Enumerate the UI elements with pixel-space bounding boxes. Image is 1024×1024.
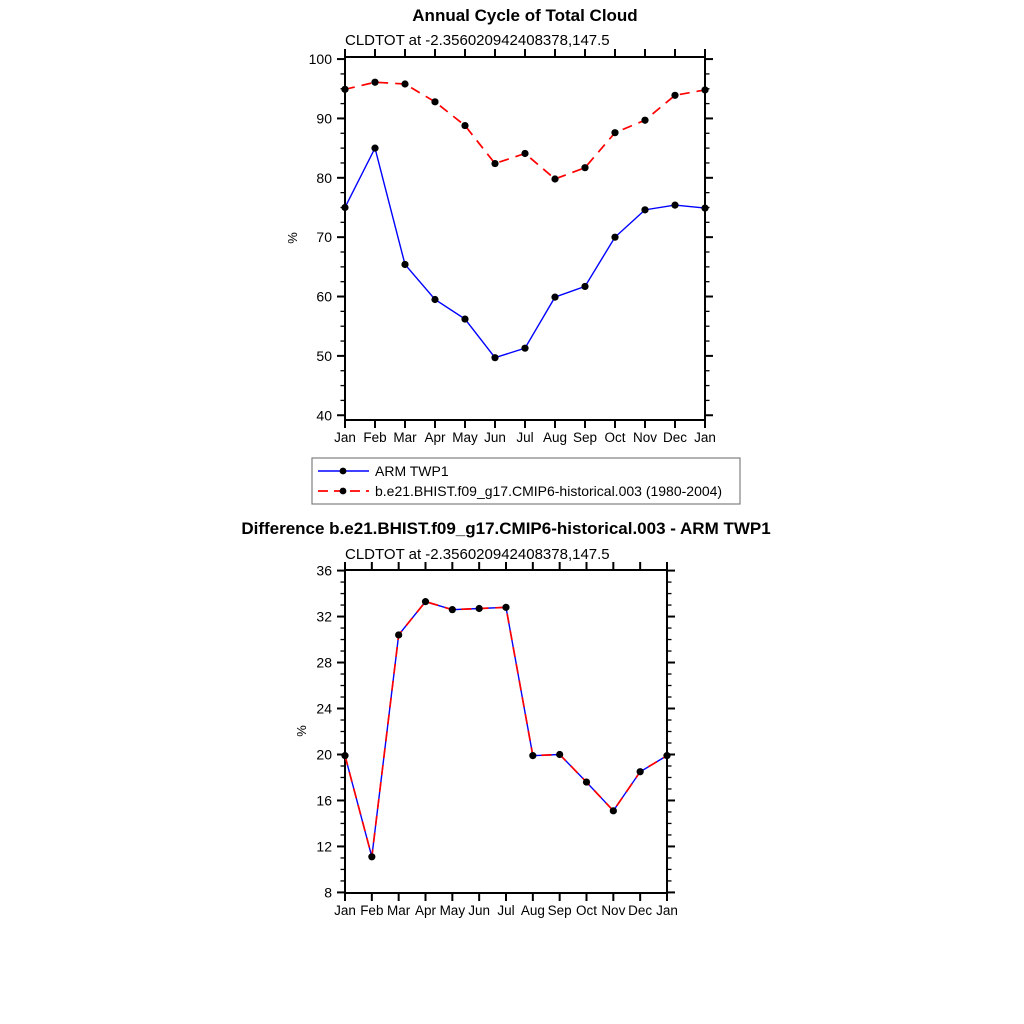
x-tick-label: Jan <box>334 903 356 918</box>
y-tick-label: 20 <box>316 746 332 763</box>
y-tick-label: 8 <box>324 884 332 901</box>
series-overlay-line <box>345 602 667 857</box>
data-point-marker <box>611 234 618 241</box>
chart2-plot-area <box>316 562 677 918</box>
data-point-marker <box>701 86 708 93</box>
data-point-marker <box>371 79 378 86</box>
data-point-marker <box>449 606 456 613</box>
data-point-marker <box>491 354 498 361</box>
data-point-marker <box>581 164 588 171</box>
x-tick-label: Feb <box>360 903 384 918</box>
y-tick-label: 24 <box>316 700 332 717</box>
x-tick-label: Jun <box>468 903 491 918</box>
x-tick-label: Jan <box>656 903 678 918</box>
x-tick-label: Mar <box>393 430 417 445</box>
data-point-marker <box>371 145 378 152</box>
series-line <box>345 148 705 358</box>
data-point-marker <box>461 315 468 322</box>
y-tick-label: 32 <box>316 608 332 625</box>
y-tick-label: 60 <box>316 288 332 305</box>
chart1-plot-area <box>309 49 716 445</box>
legend <box>312 458 740 504</box>
data-point-marker <box>521 150 528 157</box>
legend-marker-icon <box>340 468 347 475</box>
y-tick-label: 12 <box>316 838 332 855</box>
data-point-marker <box>610 807 617 814</box>
data-point-marker <box>502 604 509 611</box>
data-point-marker <box>491 160 498 167</box>
data-point-marker <box>476 605 483 612</box>
x-tick-label: Dec <box>662 430 688 445</box>
x-tick-label: Aug <box>520 903 545 918</box>
plot-frame <box>345 570 667 893</box>
x-tick-label: Apr <box>414 903 437 918</box>
x-tick-label: Nov <box>601 903 626 918</box>
y-tick-label: 80 <box>316 169 332 186</box>
data-point-marker <box>395 631 402 638</box>
data-point-marker <box>529 752 536 759</box>
x-tick-label: Aug <box>542 430 568 445</box>
chart1-y-axis-label: % <box>285 232 300 244</box>
x-tick-label: Sep <box>547 903 572 918</box>
y-tick-label: 36 <box>316 562 332 579</box>
data-point-marker <box>641 117 648 124</box>
data-point-marker <box>401 261 408 268</box>
data-point-marker <box>581 283 588 290</box>
chart2-title: Difference b.e21.BHIST.f09_g17.CMIP6-historical.003 - ARM TWP1 <box>241 519 771 538</box>
data-point-marker <box>663 752 670 759</box>
x-tick-label: Jul <box>497 903 515 918</box>
chart2-y-axis-label: % <box>294 725 309 737</box>
y-tick-label: 40 <box>316 407 332 424</box>
y-tick-label: 28 <box>316 654 332 671</box>
y-tick-label: 50 <box>316 347 332 364</box>
x-tick-label: Jun <box>484 430 506 445</box>
x-tick-label: Jan <box>694 430 716 445</box>
data-point-marker <box>341 752 348 759</box>
x-tick-label: Oct <box>604 430 626 445</box>
y-tick-label: 70 <box>316 229 332 246</box>
chart2-subtitle: CLDTOT at -2.356020942408378,147.5 <box>345 546 610 563</box>
chart1-title: Annual Cycle of Total Cloud <box>412 6 638 25</box>
x-tick-label: Apr <box>424 430 446 445</box>
y-tick-label: 90 <box>316 110 332 127</box>
data-point-marker <box>671 92 678 99</box>
y-tick-label: 100 <box>308 51 332 68</box>
data-point-marker <box>556 751 563 758</box>
legend-marker-icon <box>340 488 347 495</box>
x-tick-label: Feb <box>363 430 387 445</box>
data-point-marker <box>341 204 348 211</box>
x-tick-label: Mar <box>387 903 411 918</box>
data-point-marker <box>641 206 648 213</box>
data-point-marker <box>551 175 558 182</box>
x-tick-label: Sep <box>572 430 598 445</box>
data-point-marker <box>401 80 408 87</box>
x-tick-label: May <box>439 903 466 918</box>
series-line <box>345 602 667 857</box>
chart1-subtitle: CLDTOT at -2.356020942408378,147.5 <box>345 32 610 49</box>
legend-label-arm-twp1: ARM TWP1 <box>375 463 449 479</box>
x-tick-label: Oct <box>575 903 598 918</box>
data-point-marker <box>701 204 708 211</box>
data-point-marker <box>461 122 468 129</box>
data-point-marker <box>422 598 429 605</box>
x-tick-label: Dec <box>628 903 653 918</box>
x-tick-label: May <box>452 430 478 445</box>
data-point-marker <box>521 345 528 352</box>
legend-label-model: b.e21.BHIST.f09_g17.CMIP6-historical.003 (1980-2004) <box>375 483 723 499</box>
data-point-marker <box>671 202 678 209</box>
data-point-marker <box>368 853 375 860</box>
data-point-marker <box>611 129 618 136</box>
x-tick-label: Jul <box>516 430 534 445</box>
series-line <box>345 82 705 179</box>
data-point-marker <box>551 294 558 301</box>
data-point-marker <box>341 86 348 93</box>
data-point-marker <box>431 296 438 303</box>
y-tick-label: 16 <box>316 792 332 809</box>
data-point-marker <box>583 778 590 785</box>
data-point-marker <box>637 768 644 775</box>
x-tick-label: Jan <box>334 430 356 445</box>
data-point-marker <box>431 98 438 105</box>
x-tick-label: Nov <box>632 430 658 445</box>
